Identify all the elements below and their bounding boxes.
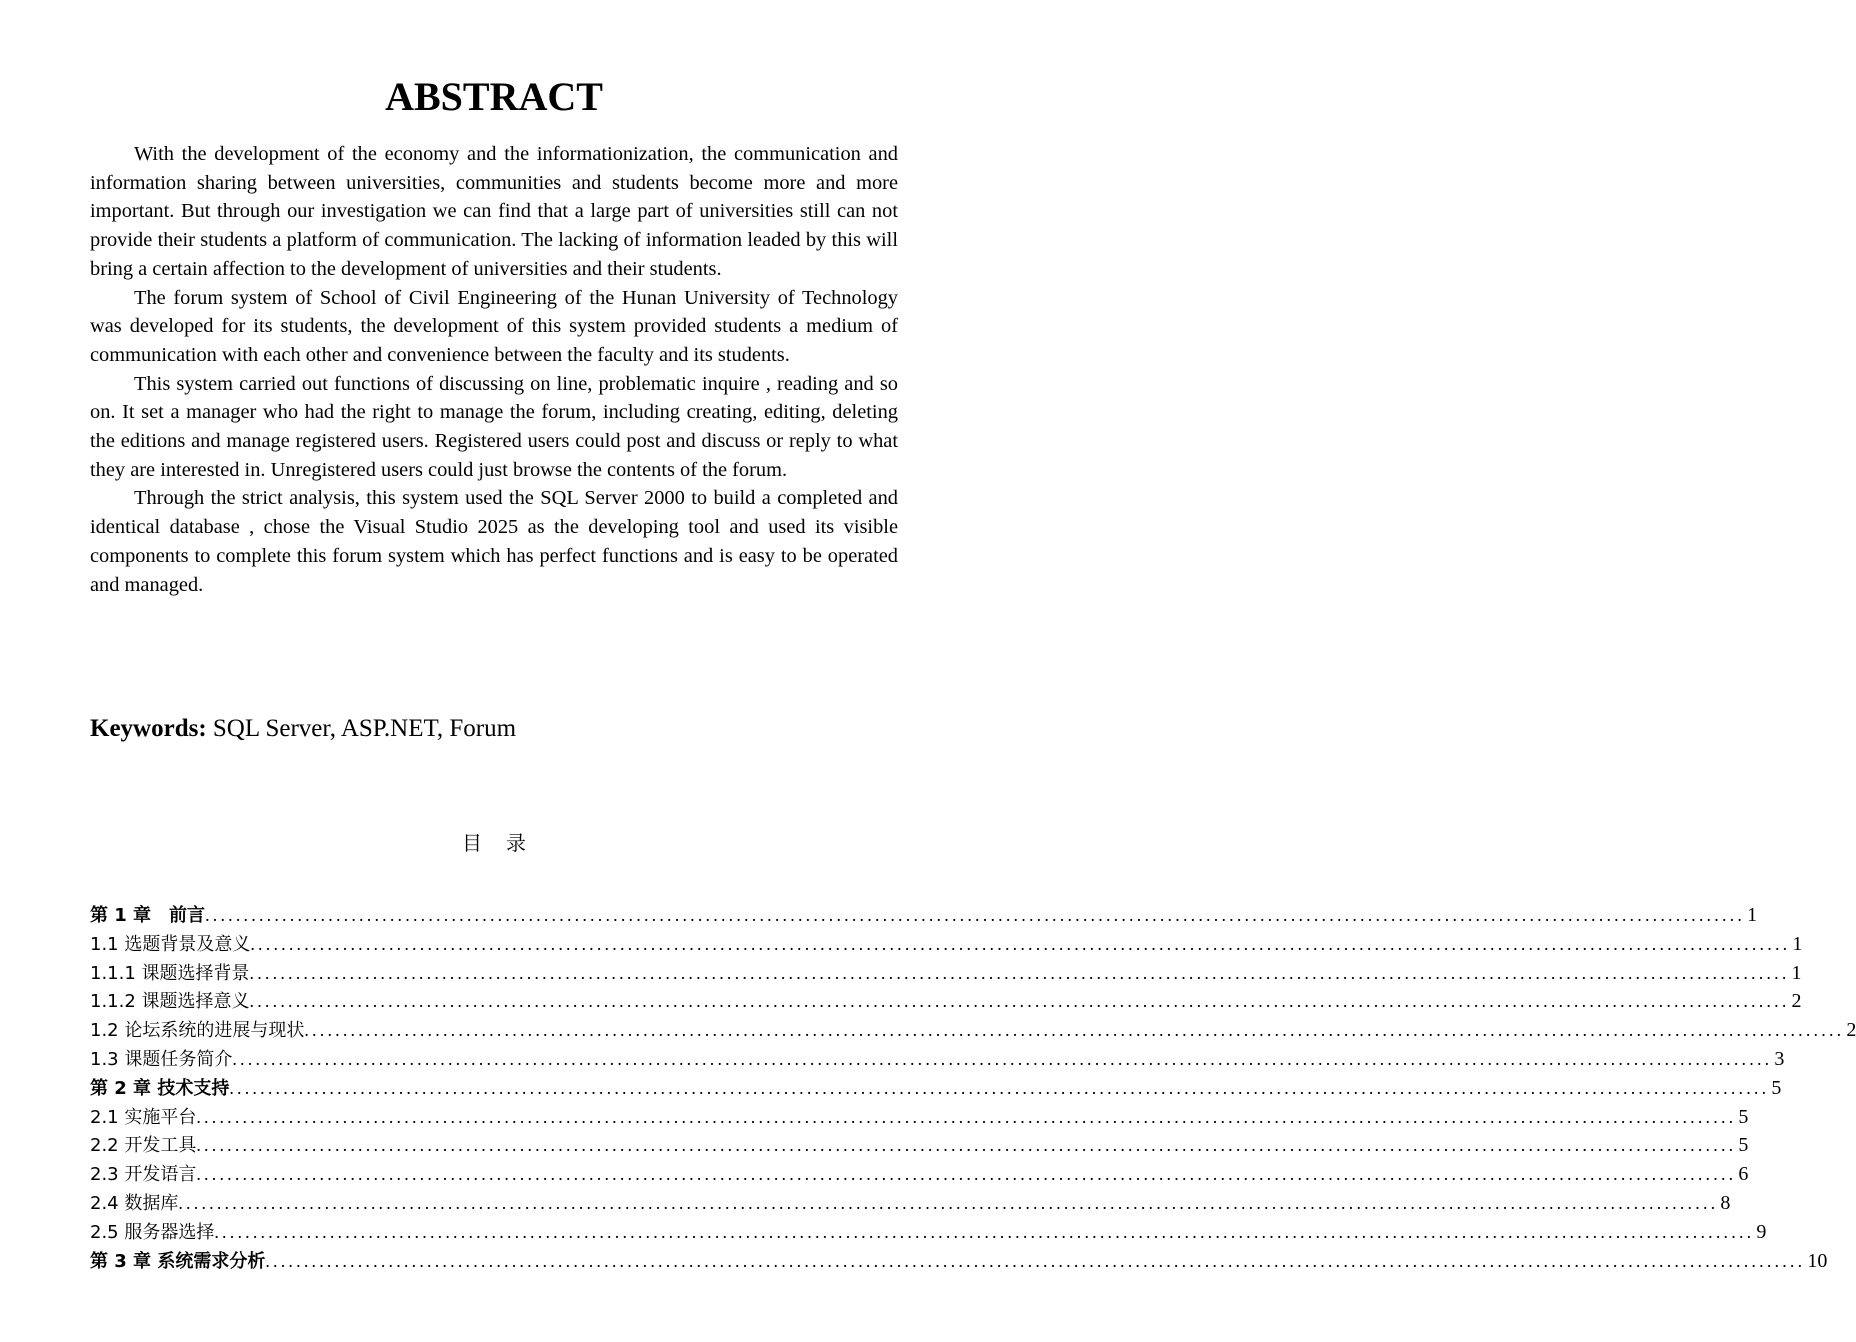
toc-entry-title: 1.1 选题背景及意义 — [90, 933, 251, 955]
toc-entry-title: 2.1 实施平台 — [90, 1106, 197, 1128]
toc-entry[interactable] — [90, 1016, 1856, 1045]
toc-entry-title: 2.2 开发工具 — [90, 1135, 197, 1157]
toc-page-number: 2 — [1846, 1019, 1856, 1042]
toc-entry-title: 2.3 开发语言 — [90, 1164, 197, 1186]
toc-page-number: 1 — [1792, 932, 1803, 955]
abstract-paragraph: With the development of the economy and the informationization, the communication and information sharing between universities, communities and students become more and more important. But through our investigation we can find that a large part of universities still can not provide their students a platform of communication. The lacking of information leaded by this will bring a certain affection to the development of universities and their students. — [90, 143, 898, 280]
toc-entry-title: 第 3 章 系统需求分析 — [90, 1250, 266, 1272]
toc-entry-title: 第 1 章 前言 — [90, 905, 206, 926]
toc-leader-dots: ........................................................................................................................................................................................................ — [229, 1077, 1770, 1098]
keywords-line — [90, 712, 898, 746]
toc-leader-dots: ........................................................................................................................................................................................................ — [205, 905, 1746, 925]
toc-leader-dots: ........................................................................................................................................................................................................ — [265, 1250, 1806, 1271]
toc-leader-dots: ........................................................................................................................................................................................................ — [178, 1192, 1719, 1213]
abstract-paragraph: Through the strict analysis, this system used the SQL Server 2000 to build a completed and identical database , chose the Visual Studio 2025 as the developing tool and used its visible components to complete this forum system which has perfect functions and is easy to be operated and managed. — [90, 487, 898, 596]
toc-entry-title: 1.2 论坛系统的进展与现状 — [90, 1020, 305, 1042]
toc-entry[interactable] — [90, 1189, 1731, 1218]
toc-page-number: 5 — [1738, 1134, 1749, 1157]
keywords-value: SQL Server, ASP.NET, Forum — [206, 715, 517, 742]
abstract-title: ABSTRACT — [385, 74, 603, 119]
toc-entry-title: 2.4 数据库 — [90, 1192, 179, 1214]
toc-page-number: 5 — [1738, 1105, 1749, 1128]
table-of-contents — [90, 901, 1856, 1275]
toc-entry[interactable] — [90, 1103, 1749, 1132]
toc-entry[interactable] — [90, 1074, 1782, 1103]
toc-page-number: 9 — [1756, 1220, 1767, 1243]
toc-entry[interactable] — [90, 901, 1758, 930]
toc-page-number: 3 — [1774, 1047, 1785, 1070]
toc-entry[interactable] — [90, 1160, 1749, 1189]
toc-entry[interactable] — [90, 959, 1802, 988]
toc-leader-dots: ........................................................................................................................................................................................................ — [304, 1020, 1845, 1041]
toc-entry-title: 2.5 服务器选择 — [90, 1221, 215, 1243]
toc-entry-title: 1.1.2 课题选择意义 — [90, 991, 250, 1013]
abstract-paragraph: This system carried out functions of discussing on line, problematic inquire , reading and so on. It set a manager who had the right to manage the forum, including creating, editing, deleting the editions and manage registered users. Registered users could post and discuss or reply to what they are interested in. Unregistered users could just browse the contents of the forum. — [90, 372, 898, 481]
toc-page-number: 8 — [1720, 1191, 1731, 1214]
toc-page-number: 1 — [1791, 961, 1802, 984]
toc-entry[interactable] — [90, 1045, 1785, 1074]
toc-leader-dots: ........................................................................................................................................................................................................ — [232, 1048, 1773, 1069]
toc-leader-dots: ........................................................................................................................................................................................................ — [196, 1164, 1737, 1185]
toc-title: 目录 — [462, 831, 550, 855]
toc-page-number: 2 — [1791, 990, 1802, 1013]
toc-entry[interactable] — [90, 1247, 1828, 1276]
keywords-label: Keywords: — [90, 715, 207, 742]
toc-leader-dots: ........................................................................................................................................................................................................ — [196, 1106, 1737, 1127]
toc-entry[interactable] — [90, 930, 1803, 959]
toc-leader-dots: ........................................................................................................................................................................................................ — [249, 962, 1790, 983]
abstract-body — [90, 140, 898, 599]
toc-page-number: 1 — [1747, 904, 1758, 926]
toc-entry[interactable] — [90, 1218, 1767, 1247]
toc-leader-dots: ........................................................................................................................................................................................................ — [250, 933, 1791, 954]
toc-entry-title: 1.3 课题任务简介 — [90, 1048, 233, 1070]
toc-leader-dots: ........................................................................................................................................................................................................ — [214, 1221, 1755, 1242]
abstract-paragraph: The forum system of School of Civil Engineering of the Hunan University of Technology was developed for its students, the development of this system provided students a medium of communication with each other and convenience between the faculty and its students. — [90, 286, 898, 366]
toc-entry-title: 1.1.1 课题选择背景 — [90, 962, 250, 984]
toc-entry[interactable] — [90, 1131, 1749, 1160]
toc-leader-dots: ........................................................................................................................................................................................................ — [196, 1135, 1737, 1156]
toc-page-number: 6 — [1738, 1163, 1749, 1186]
toc-page-number: 5 — [1771, 1076, 1782, 1099]
toc-entry[interactable] — [90, 987, 1802, 1016]
toc-entry-title: 第 2 章 技术支持 — [90, 1077, 230, 1099]
toc-page-number: 10 — [1807, 1249, 1828, 1272]
toc-leader-dots: ........................................................................................................................................................................................................ — [249, 991, 1790, 1012]
